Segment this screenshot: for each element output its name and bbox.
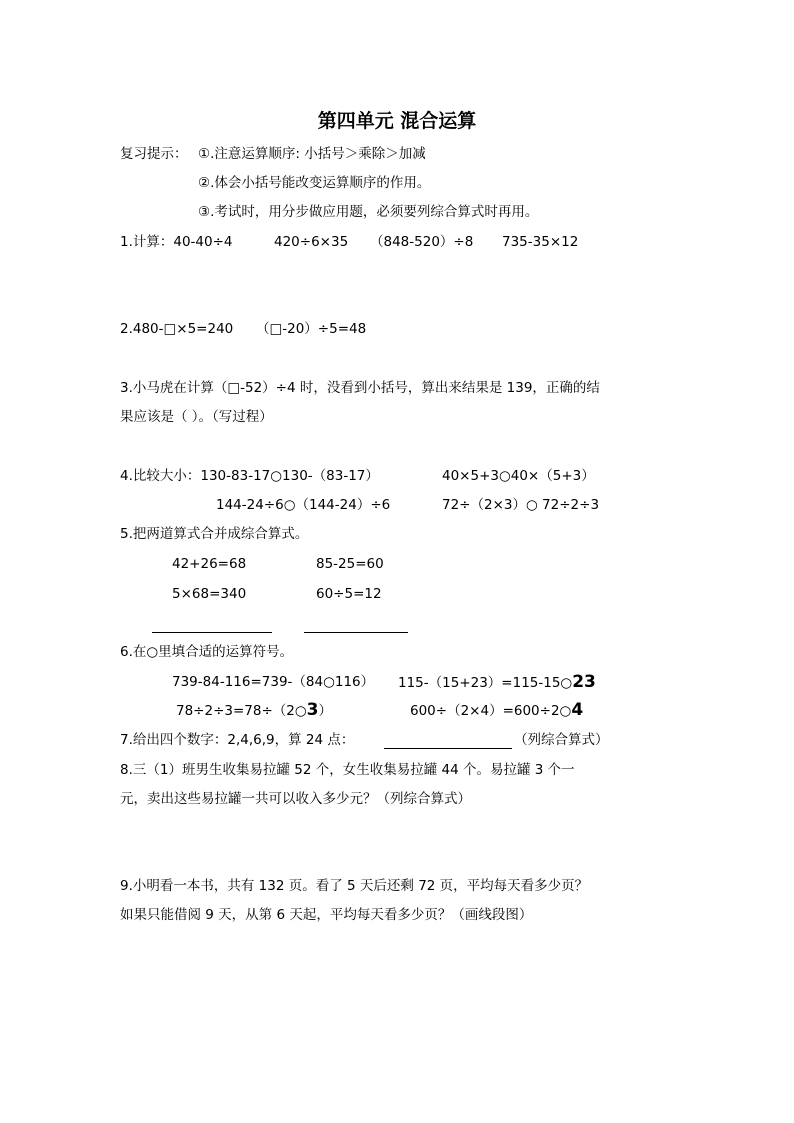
tip-2: ②.体会小括号能改变运算顺序的作用。 — [198, 175, 431, 191]
q4-compare-b: 40×5+3○40×（5+3） — [442, 468, 595, 484]
q6-expr-d: 600÷（2×4）=600÷2○4 — [410, 700, 584, 720]
q4-compare-d: 72÷（2×3）○ 72÷2÷3 — [442, 497, 600, 513]
q6-expr-b: 115-（15+23）=115-15○23 — [398, 672, 596, 692]
q6-expr-a: 739-84-116=739-（84○116） — [172, 674, 375, 690]
q5-answer-blank-2[interactable] — [304, 632, 408, 633]
tip-1: ①.注意运算顺序: 小括号＞乘除＞加减 — [198, 146, 426, 162]
q1-expr-c: （848-520）÷8 — [370, 234, 474, 250]
q5-answer-blank-1[interactable] — [152, 632, 272, 633]
q6-text: 6.在○里填合适的运算符号。 — [120, 644, 294, 660]
tips-label: 复习提示： — [120, 146, 188, 162]
q2-expr-b: （□-20）÷5=48 — [256, 321, 367, 337]
q6-expr-c: 78÷2÷3=78÷（2○3） — [176, 700, 332, 720]
q1-expr-b: 420÷6×35 — [274, 234, 349, 250]
q1-expr-d: 735-35×12 — [502, 234, 579, 250]
q4-compare-a: 4.比较大小：130-83-17○130-（83-17） — [120, 468, 379, 484]
q3-line-2: 果应该是（ ）。（写过程） — [120, 409, 273, 425]
q3-line-1: 3.小马虎在计算（□-52）÷4 时，没看到小括号，算出来结果是 139，正确的结 — [120, 380, 600, 396]
q7-suffix: （列综合算式） — [514, 732, 609, 748]
q7-text: 7.给出四个数字：2,4,6,9，算 24 点： — [120, 732, 355, 748]
q5-eq-1: 42+26=68 — [172, 556, 247, 572]
q2-expr-a: 2.480-□×5=240 — [120, 321, 234, 337]
q9-line-1: 9.小明看一本书，共有 132 页。看了 5 天后还剩 72 页，平均每天看多少页？ — [120, 878, 589, 894]
q7-answer-blank[interactable] — [384, 748, 512, 749]
q8-line-1: 8.三（1）班男生收集易拉罐 52 个，女生收集易拉罐 44 个。易拉罐 3 个一 — [120, 762, 575, 778]
tip-3: ③.考试时，用分步做应用题，必须要列综合算式时再用。 — [198, 204, 539, 220]
q5-eq-4: 60÷5=12 — [316, 586, 382, 602]
q1-lead: 1.计算：40-40÷4 — [120, 234, 233, 250]
q8-line-2: 元，卖出这些易拉罐一共可以收入多少元？（列综合算式） — [120, 791, 471, 807]
page-title: 第四单元 混合运算 — [317, 110, 477, 132]
q4-compare-c: 144-24÷6○（144-24）÷6 — [216, 497, 391, 513]
q5-text: 5.把两道算式合并成综合算式。 — [120, 526, 309, 542]
q9-line-2: 如果只能借阅 9 天，从第 6 天起，平均每天看多少页？（画线段图） — [120, 907, 533, 923]
q5-eq-2: 85-25=60 — [316, 556, 384, 572]
q5-eq-3: 5×68=340 — [172, 586, 247, 602]
